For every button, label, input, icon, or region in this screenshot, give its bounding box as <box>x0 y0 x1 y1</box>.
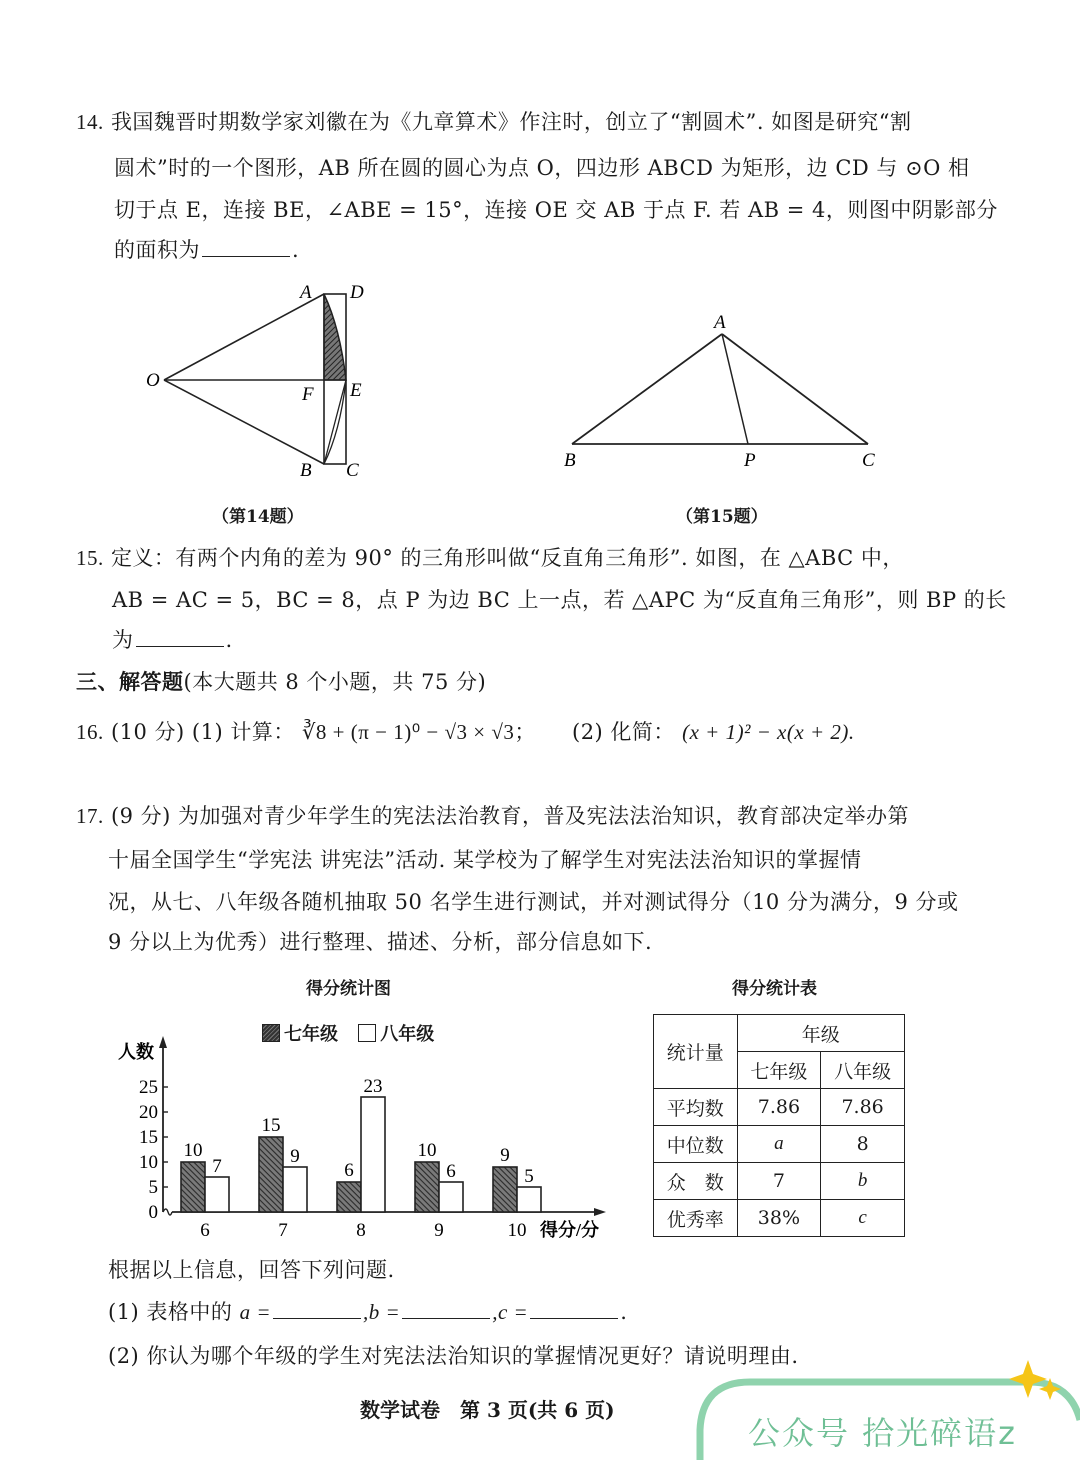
q16-number: 16. <box>76 720 104 744</box>
svg-text:6: 6 <box>344 1160 354 1181</box>
q16-part1-expr: ∛8 + (π − 1)⁰ − √3 × √3； <box>302 720 536 744</box>
bar-grade8-10 <box>517 1187 541 1212</box>
section-title: 三、解答题 <box>76 669 184 694</box>
table-row: 中位数 a 8 <box>654 1126 905 1163</box>
q16-score: (10 分) <box>110 720 185 744</box>
label-O: O <box>146 370 160 391</box>
header-grade7: 七年级 <box>737 1052 821 1089</box>
svg-text:10: 10 <box>183 1140 203 1161</box>
svg-text:9: 9 <box>500 1145 510 1166</box>
figure-15-caption: （第15题） <box>676 507 768 527</box>
q14-answer-blank[interactable] <box>202 238 290 257</box>
bar-grade7-9 <box>415 1162 439 1212</box>
q16-part2 <box>572 718 855 746</box>
q17-after-text: 根据以上信息，回答下列问题. <box>108 1258 395 1282</box>
header-stat: 统计量 <box>654 1015 738 1089</box>
svg-text:25: 25 <box>139 1077 158 1098</box>
q16-line <box>76 718 536 746</box>
figure-15 <box>560 310 890 480</box>
svg-text:10: 10 <box>417 1140 437 1161</box>
chart-title: 得分统计图 <box>306 979 391 999</box>
answer-blank-b[interactable] <box>402 1300 490 1319</box>
stats-table <box>653 1014 905 1237</box>
table-title: 得分统计表 <box>732 979 817 999</box>
q14-line-1: 14. 我国魏晋时期数学家刘徽在为《九章算术》作注时，创立了“割圆术”. 如图是研究“割 <box>76 110 912 134</box>
bar-grade8-8 <box>361 1097 385 1212</box>
bar-grade7-10 <box>493 1167 517 1212</box>
q17-line-2: 十届全国学生“学宪法 讲宪法”活动. 某学校为了解学生对宪法法治知识的掌握情 <box>108 848 862 872</box>
label-B: B <box>564 450 576 471</box>
q14-line-2: 圆术”时的一个图形，AB 所在圆的圆心为点 O，四边形 ABCD 为矩形，边 CD 与 ⊙O 相 <box>114 156 970 180</box>
q17-number: 17. <box>76 804 104 828</box>
label-C: C <box>346 460 359 481</box>
bar-grade7-8 <box>337 1182 361 1212</box>
svg-text:15: 15 <box>139 1127 158 1148</box>
q14-number: 14. <box>76 110 104 134</box>
x-axis-label: 得分/分 <box>540 1220 600 1240</box>
svg-text:5: 5 <box>524 1166 534 1187</box>
q17-sub1: (1) 表格中的 a = ,b = ,c = . <box>108 1300 628 1324</box>
label-P: P <box>744 450 756 471</box>
q17-line-3: 况，从七、八年级各随机抽取 50 名学生进行测试，并对测试得分（10 分为满分，9 分或 <box>108 890 959 914</box>
section-note: (本大题共 8 个小题，共 75 分) <box>183 670 487 694</box>
table-row: 平均数 7.86 7.86 <box>654 1089 905 1126</box>
q17-sub2: (2) 你认为哪个年级的学生对宪法法治知识的掌握情况更好？请说明理由. <box>108 1344 799 1368</box>
svg-text:7: 7 <box>278 1220 288 1241</box>
bar-chart <box>108 1036 618 1246</box>
svg-text:23: 23 <box>363 1076 383 1097</box>
header-grade8: 八年级 <box>821 1052 905 1089</box>
svg-text:10: 10 <box>139 1152 158 1173</box>
svg-text:9: 9 <box>290 1146 300 1167</box>
y-axis-label: 人数 <box>118 1042 154 1062</box>
header-grade: 年级 <box>737 1015 904 1052</box>
q17-line-4: 9 分以上为优秀）进行整理、描述、分析，部分信息如下. <box>108 930 653 954</box>
bar-grade8-6 <box>205 1177 229 1212</box>
answer-blank-c[interactable] <box>530 1300 618 1319</box>
table-row: 众 数 7 b <box>654 1163 905 1200</box>
q17-line-1: 17. (9 分) 为加强对青少年学生的宪法法治教育，普及宪法法治知识，教育部决定举办第 <box>76 804 910 828</box>
legend-label-grade8: 八年级 <box>380 1024 435 1045</box>
label-E: E <box>350 380 362 401</box>
q14-line-3: 切于点 E，连接 BE，∠ABE = 15°，连接 OE 交 AB 于点 F. 若 AB = 4，则图中阴影部分 <box>114 198 998 222</box>
q15-line-2: AB = AC = 5，BC = 8，点 P 为边 BC 上一点，若 △APC 为“反直角三角形”，则 BP 的长 <box>112 588 1007 612</box>
svg-text:6: 6 <box>200 1220 210 1241</box>
svg-text:10: 10 <box>507 1220 527 1241</box>
label-A: A <box>714 312 726 333</box>
svg-text:6: 6 <box>446 1161 456 1182</box>
q15-answer-blank[interactable] <box>136 628 224 647</box>
figure-14 <box>140 278 380 488</box>
label-A: A <box>300 282 312 303</box>
bar-grade8-9 <box>439 1182 463 1212</box>
q15-line-1: 15. 定义：有两个内角的差为 90° 的三角形叫做“反直角三角形”. 如图，在 △ABC 中， <box>76 546 904 570</box>
answer-blank-a[interactable] <box>273 1300 361 1319</box>
figure-14-caption: （第14题） <box>212 507 304 527</box>
label-F: F <box>302 384 314 405</box>
label-D: D <box>350 282 364 303</box>
svg-text:8: 8 <box>356 1220 366 1241</box>
q15-number: 15. <box>76 546 104 570</box>
q16-part2-expr: (x + 1)² − x(x + 2). <box>682 720 855 744</box>
watermark-text: 公众号 拾光碎语z <box>748 1414 1017 1452</box>
table-row: 优秀率 38% c <box>654 1200 905 1237</box>
bar-grade7-6 <box>181 1162 205 1212</box>
q16-part2-label: (2) 化简： <box>572 720 675 744</box>
label-B: B <box>300 460 312 481</box>
svg-text:5: 5 <box>148 1177 158 1198</box>
svg-text:9: 9 <box>434 1220 444 1241</box>
bar-grade8-7 <box>283 1167 307 1212</box>
page-footer: 数学试卷 第 3 页(共 6 页) <box>360 1398 615 1422</box>
svg-text:7: 7 <box>212 1156 222 1177</box>
bar-grade7-7 <box>259 1137 283 1212</box>
q14-line-4: 的面积为 . <box>114 238 300 262</box>
svg-text:0: 0 <box>148 1202 158 1223</box>
q16-part1-label: (1) 计算： <box>191 720 295 744</box>
sparkle-icon <box>1009 1360 1047 1398</box>
svg-text:20: 20 <box>139 1102 158 1123</box>
section-3-heading <box>76 668 486 696</box>
legend-label-grade7: 七年级 <box>284 1024 338 1045</box>
label-C: C <box>862 450 875 471</box>
svg-text:15: 15 <box>261 1115 281 1136</box>
q15-line-3: 为 . <box>112 628 233 652</box>
